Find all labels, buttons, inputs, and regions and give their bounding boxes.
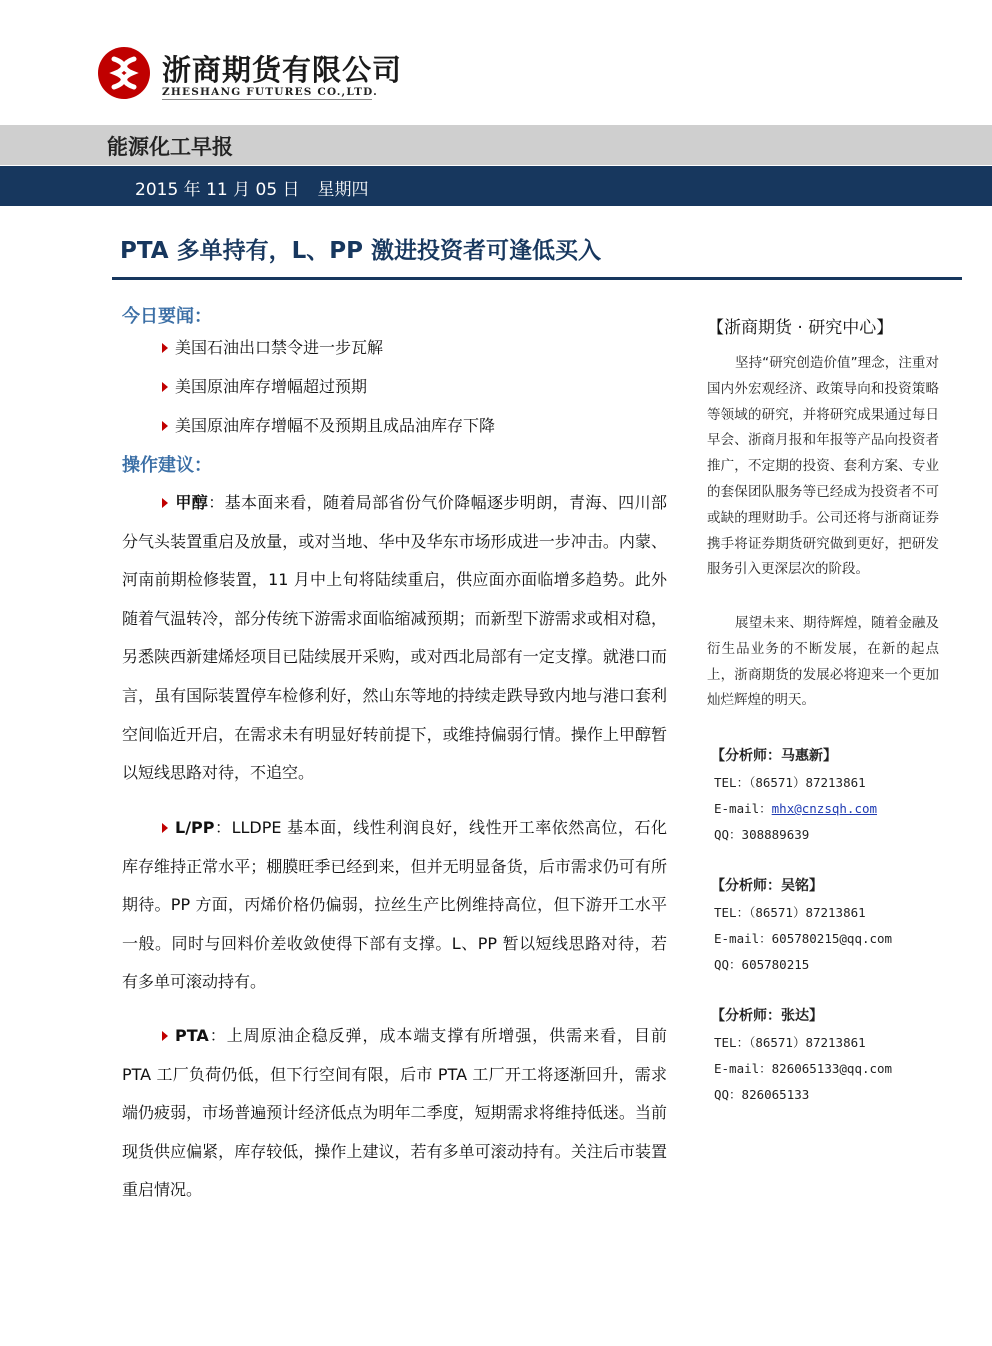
weekday-text: 星期四 (317, 180, 369, 200)
email-link[interactable]: mhx@cnzsqh.com (771, 801, 878, 816)
email-text[interactable]: 605780215@qq.com (771, 931, 893, 946)
ops-section-title: 操作建议： (122, 455, 212, 476)
headline: PTA 多单持有，L、PP 激进投资者可逢低买入 (120, 238, 601, 264)
analyst-qq: QQ：605780215 (714, 957, 810, 972)
analyst-name: 【分析师：吴铭】 (711, 878, 823, 894)
analyst-tel: TEL：（86571）87213861 (714, 775, 866, 790)
company-name-cn: 浙商期货有限公司 (162, 53, 403, 87)
analyst-name: 【分析师：马惠新】 (711, 748, 837, 764)
analyst-email (714, 1059, 892, 1077)
bullet-icon (162, 421, 168, 431)
analyst-qq: QQ：826065133 (714, 1087, 810, 1102)
lpp-tag: L/PP (175, 818, 215, 837)
news-item-text: 美国原油库存增幅超过预期 (175, 377, 368, 396)
report-date (135, 175, 387, 200)
email-text[interactable]: 826065133@qq.com (771, 1061, 893, 1076)
headline-divider (112, 277, 962, 280)
bullet-icon (162, 343, 168, 353)
bullet-icon (162, 1031, 168, 1041)
news-section-title: 今日要闻： (122, 306, 212, 327)
lpp-paragraph (122, 809, 667, 1002)
news-item-text: 美国石油出口禁令进一步瓦解 (175, 338, 384, 357)
company-divider (162, 99, 372, 100)
news-item (162, 335, 383, 358)
analyst-tel: TEL：（86571）87213861 (714, 1035, 866, 1050)
company-name-en: ZHESHANG FUTURES CO.,LTD. (162, 86, 378, 98)
bullet-icon (162, 823, 168, 833)
date-text: 2015 年 11 月 05 日 (135, 180, 300, 200)
analyst-name: 【分析师：张达】 (711, 1008, 823, 1024)
bullet-icon (162, 382, 168, 392)
methanol-text: ：基本面来看，随着局部省份气价降幅逐步明朗，青海、四川部分气头装置重启及放量，或对当地、华中及华东市场形成进一步冲击。内蒙、河南前期检修装置，11 月中上旬将陆续重启，供应面亦面临增多趋势。此外随着气温转冷，部分传统下游需求面临缩减预期；而新型下游需求或相对稳，另悉陕西新建烯烃项目已陆续展开采购，或对西北局部有一定支撑。就港口而言，虽有国际装置停车检修利好，然山东等地的持续走跌导致内地与港口套利空间临近开启，在需求未有明显好转前提下，或维持偏弱行情。操作上甲醇暂以短线思路对待，不追空。 (122, 493, 667, 783)
analyst-tel: TEL：（86571）87213861 (714, 905, 866, 920)
report-type: 能源化工早报 (107, 135, 233, 159)
pta-tag: PTA (175, 1026, 209, 1045)
analyst-email (714, 929, 892, 947)
pta-paragraph (122, 1017, 667, 1210)
bullet-icon (162, 498, 168, 508)
zheshang-logo-icon (96, 45, 152, 101)
methanol-paragraph (122, 484, 667, 793)
research-center-outlook: 展望未来、期待辉煌，随着金融及衍生品业务的不断发展，在新的起点上，浙商期货的发展必将迎来一个更加灿烂辉煌的明天。 (707, 615, 939, 709)
email-label: E-mail： (714, 931, 772, 946)
news-item (162, 374, 367, 397)
pta-text: ：上周原油企稳反弹，成本端支撑有所增强，供需来看，目前 PTA 工厂负荷仍低，但下行空间有限，后市 PTA 工厂开工将逐渐回升，需求端仍疲弱，市场普遍预计经济低点为明年二季度，短期需求将维持低迷。当前现货供应偏紧，库存较低，操作上建议，若有多单可滚动持有。关注后市装置重启情况。 (122, 1026, 667, 1200)
email-label: E-mail： (714, 801, 772, 816)
news-item-text: 美国原油库存增幅不及预期且成品油库存下降 (175, 416, 496, 435)
email-label: E-mail： (714, 1061, 772, 1076)
research-center-intro: 坚持“研究创造价值”理念，注重对国内外宏观经济、政策导向和投资策略等领域的研究，并将研究成果通过每日早会、浙商月报和年报等产品向投资者推广，不定期的投资、套利方案、专业的套保团队服务等已经成为投资者不可或缺的理财助手。公司还将与浙商证券携手将证券期货研究做到更好，把研发服务引入更深层次的阶段。 (707, 355, 939, 578)
lpp-text: ：LLDPE 基本面，线性利润良好，线性开工率依然高位，石化库存维持正常水平；棚膜旺季已经到来，但并无明显备货，后市需求仍可有所期待。PP 方面，丙烯价格仍偏弱，拉丝生产比例维持高位，但下游开工水平一般。同时与回料价差收敛使得下部有支撑。L、PP 暂以短线思路对待，若有多单可滚动持有。 (122, 818, 667, 992)
news-item (162, 413, 495, 436)
methanol-tag: 甲醇 (175, 493, 209, 512)
research-center-title: 【浙商期货 · 研究中心】 (707, 318, 894, 338)
analyst-qq: QQ：308889639 (714, 827, 810, 842)
analyst-email (714, 799, 877, 817)
